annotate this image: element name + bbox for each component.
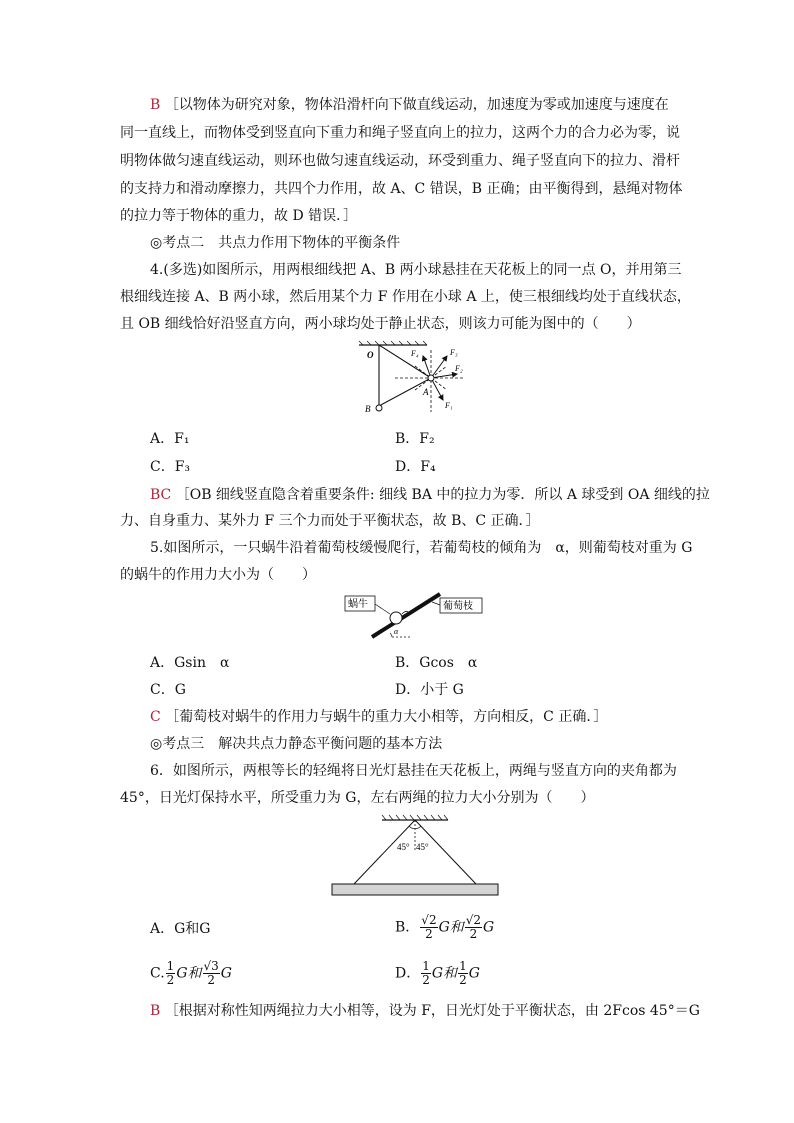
q5-label-branch: 葡萄枝 xyxy=(443,601,473,612)
q4-label-a: A xyxy=(423,387,429,397)
q6-fluorescent-lamp xyxy=(332,884,498,895)
q4-label-f2: F₂ xyxy=(455,364,463,373)
q6-stem-line-1: 6．如图所示，两根等长的轻绳将日光灯悬挂在天花板上，两绳与竖直方向的夹角都为 xyxy=(150,763,677,779)
q6-label-angle-left: 45° xyxy=(397,842,410,852)
q6-option-b-fraction-2: $\frac{√2}{2}$ xyxy=(465,913,482,941)
q3-explanation-line-1: B ［以物体为研究对象，物体沿滑杆向下做直线运动，加速度为零或加速度与速度在 xyxy=(150,97,669,113)
q4-option-b: B．F₂ xyxy=(395,431,435,447)
q4-label-f4: F₄ xyxy=(411,349,419,358)
q6-option-d: D． $\frac{1}{2}$ G和 $\frac{1}{2}$ G xyxy=(395,959,480,987)
q5-stem-line-2: 的蜗牛的作用力大小为（ ） xyxy=(120,567,316,583)
q6-explanation: B ［根据对称性知两绳拉力大小相等，设为 F，日光灯处于平衡状态，由 2Fcos 45°＝G xyxy=(150,1003,700,1019)
q3-answer: B xyxy=(150,97,161,113)
q6-option-d-fraction-2: $\frac{1}{2}$ xyxy=(459,959,467,987)
q3-explanation-line-2: 同一直线上，而物体受到竖直向下重力和绳子竖直向上的拉力，这两个力的合力必为零，说 xyxy=(120,125,680,141)
q6-option-c-fraction-1: $\frac{1}{2}$ xyxy=(166,959,175,987)
q6-figure xyxy=(330,814,502,900)
q4-option-a: A．F₁ xyxy=(150,431,190,447)
q4-explanation-line-2: 力、自身重力、某外力 F 三个力而处于平衡状态，故 B、C 正确．］ xyxy=(120,513,540,529)
q6-option-b-fraction-1: $\frac{√2}{2}$ xyxy=(421,913,437,941)
q4-label-f3: F₃ xyxy=(450,348,458,357)
q4-option-c: C．F₃ xyxy=(150,459,191,475)
q3-explanation-line-5: 的拉力等于物体的重力，故 D 错误．］ xyxy=(120,208,358,224)
q5-label-alpha: α xyxy=(394,627,399,636)
q4-label-f1: F₁ xyxy=(445,401,453,410)
q5-option-b: B．Gcos α xyxy=(395,655,478,671)
section-3-title: ◎考点三 解决共点力静态平衡问题的基本方法 xyxy=(150,736,443,752)
q6-label-angle-right: 45° xyxy=(416,842,429,852)
q5-answer: C xyxy=(150,709,161,725)
section-2-title: ◎考点二 共点力作用下物体的平衡条件 xyxy=(150,235,401,251)
q6-option-c: C. $\frac{1}{2}$ G和 $\frac{√3}{2}$ G xyxy=(150,959,232,987)
q6-stem-line-2: 45°，日光灯保持水平，所受重力为 G，左右两绳的拉力大小分别为（ ） xyxy=(120,790,595,806)
q5-explanation: C ［葡萄枝对蜗牛的作用力与蜗牛的重力大小相等，方向相反，C 正确．］ xyxy=(150,709,608,725)
q4-stem-line-1: 4.(多选)如图所示，用两根细线把 A、B 两小球悬挂在天花板上的同一点 O，并用第三 xyxy=(150,262,682,278)
q5-stem-line-1: 5.如图所示，一只蜗牛沿着葡萄枝缓慢爬行，若葡萄枝的倾角为 α，则葡萄枝对重为 G xyxy=(150,540,693,556)
q4-stem-line-3: 且 OB 细线恰好沿竖直方向，两小球均处于静止状态，则该力可能为图中的（ ） xyxy=(120,316,641,332)
q6-option-b: B． $\frac{√2}{2}$ G和 $\frac{√2}{2}$ G xyxy=(395,913,495,941)
q6-answer: B xyxy=(150,1003,161,1019)
q4-label-o: O xyxy=(367,350,374,360)
q4-figure xyxy=(355,340,475,422)
q6-option-c-fraction-2: $\frac{√3}{2}$ xyxy=(203,959,219,987)
q5-option-a: A．Gsin α xyxy=(150,655,230,671)
q4-option-d: D．F₄ xyxy=(395,459,436,475)
q5-label-snail: 蜗牛 xyxy=(348,599,368,610)
q4-label-b: B xyxy=(365,404,371,414)
q6-option-d-fraction-1: $\frac{1}{2}$ xyxy=(422,959,430,987)
q3-explanation-line-4: 的支持力和滑动摩擦力，共四个力作用，故 A、C 错误，B 正确；由平衡得到，悬绳对物体 xyxy=(120,181,683,197)
q6-option-a: A．G和G xyxy=(150,921,211,937)
q5-option-d: D．小于 G xyxy=(395,682,464,698)
q4-stem-line-2: 根细线连接 A、B 两小球，然后用某个力 F 作用在小球 A 上，使三根细线均处于直线状态， xyxy=(120,289,691,305)
q3-explanation-line-3: 明物体做匀速直线运动，则环也做匀速直线运动，环受到重力、绳子竖直向下的拉力、滑杆 xyxy=(120,153,680,169)
q5-option-c: C．G xyxy=(150,682,186,698)
q5-figure xyxy=(344,590,484,644)
q4-answer: BC xyxy=(150,487,172,503)
q4-explanation-line-1: BC ［OB 细线竖直隐含着重要条件: 细线 BA 中的拉力为零．所以 A 球受到 OA 细线的拉 xyxy=(150,487,710,503)
